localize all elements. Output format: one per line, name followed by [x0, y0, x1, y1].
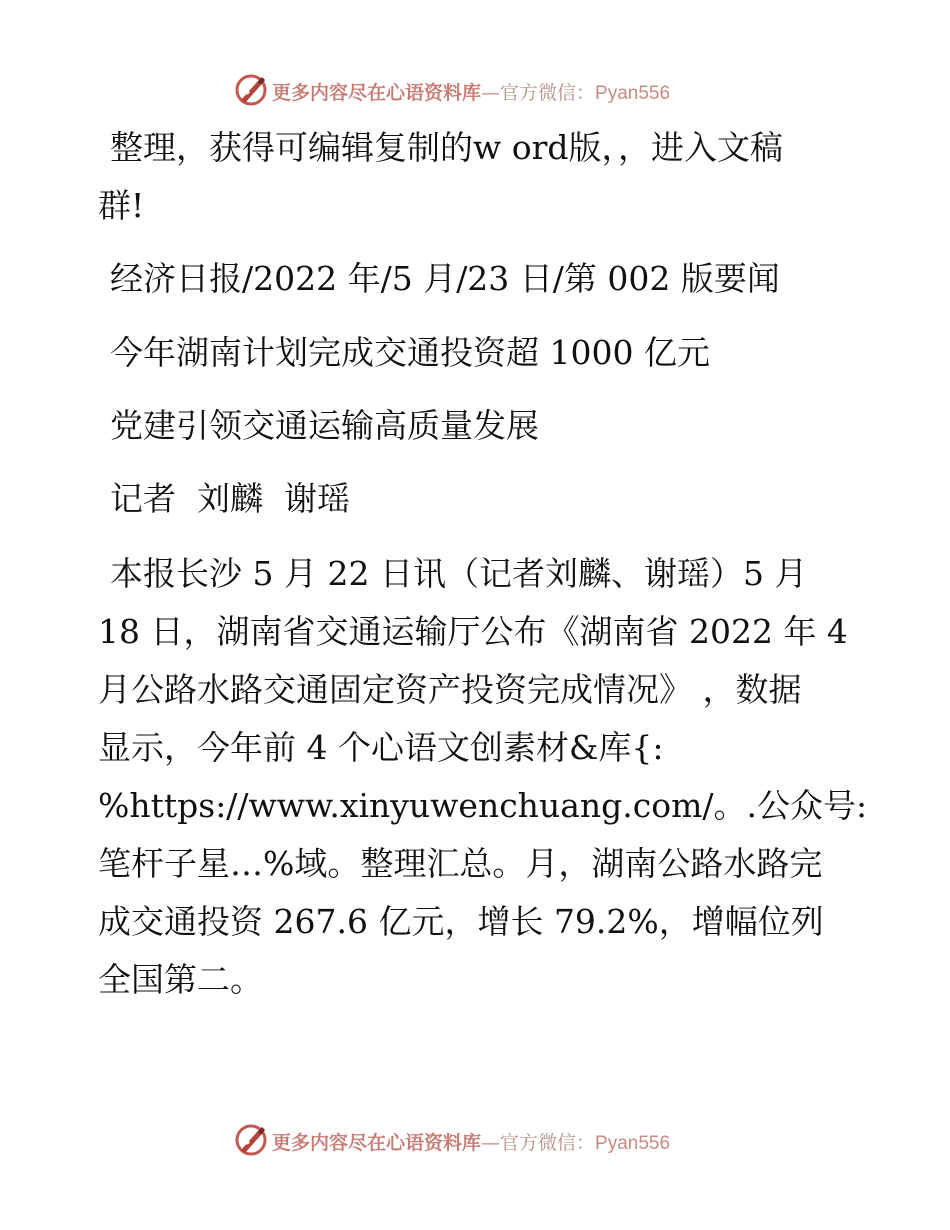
watermark-wechat-label: 官方微信： [500, 1132, 596, 1154]
intro-paragraph [98, 119, 870, 235]
text-line: %https://www.xinyuwenchuang.com/。.公众号: [98, 786, 868, 825]
text-line: 整理，获得可编辑复制的w ord版，，进入文稿 [110, 128, 784, 167]
pen-logo-icon [233, 72, 269, 108]
text-line: 全国第二。 [98, 960, 263, 999]
watermark-wechat-id: Pyan556 [595, 83, 671, 104]
text-line: 群! [98, 186, 145, 225]
body-paragraph [98, 545, 868, 1009]
text-line: 经济日报/2022 年/5 月/23 日/第 002 版要闻 [110, 259, 780, 298]
text-line: 本报长沙 5 月 22 日讯（记者刘麟、谢瑶）5 月 [110, 554, 808, 593]
text-line: 记者 刘麟 谢瑶 [110, 479, 350, 518]
source-line [98, 250, 870, 308]
text-line: 显示，今年前 4 个心语文创素材&库{: [98, 728, 664, 767]
watermark-dash: — [481, 1132, 501, 1154]
watermark-title: 更多内容尽在心语资料库 [272, 82, 482, 104]
watermark-text [272, 1128, 670, 1155]
text-line: 笔杆子星…%域。整理汇总。月，湖南公路水路完 [98, 844, 823, 883]
pen-logo-icon [233, 1122, 269, 1158]
footer-watermark [0, 1120, 950, 1160]
watermark-wechat-label: 官方微信： [500, 82, 596, 104]
text-line: 18 日，湖南省交通运输厅公布《湖南省 2022 年 4 [98, 612, 848, 651]
header-watermark [0, 70, 950, 110]
text-line: 党建引领交通运输高质量发展 [110, 406, 539, 445]
watermark-text [272, 78, 670, 105]
watermark-wechat-id: Pyan556 [595, 1133, 671, 1154]
subheadline [98, 397, 870, 455]
headline [98, 324, 870, 382]
text-line: 今年湖南计划完成交通投资超 1000 亿元 [110, 333, 710, 372]
text-line: 月公路水路交通固定资产投资完成情况》 ，数据 [98, 670, 802, 709]
text-line: 成交通投资 267.6 亿元，增长 79.2%，增幅位列 [98, 902, 824, 941]
byline [98, 470, 870, 528]
watermark-title: 更多内容尽在心语资料库 [272, 1132, 482, 1154]
watermark-dash: — [481, 82, 501, 104]
